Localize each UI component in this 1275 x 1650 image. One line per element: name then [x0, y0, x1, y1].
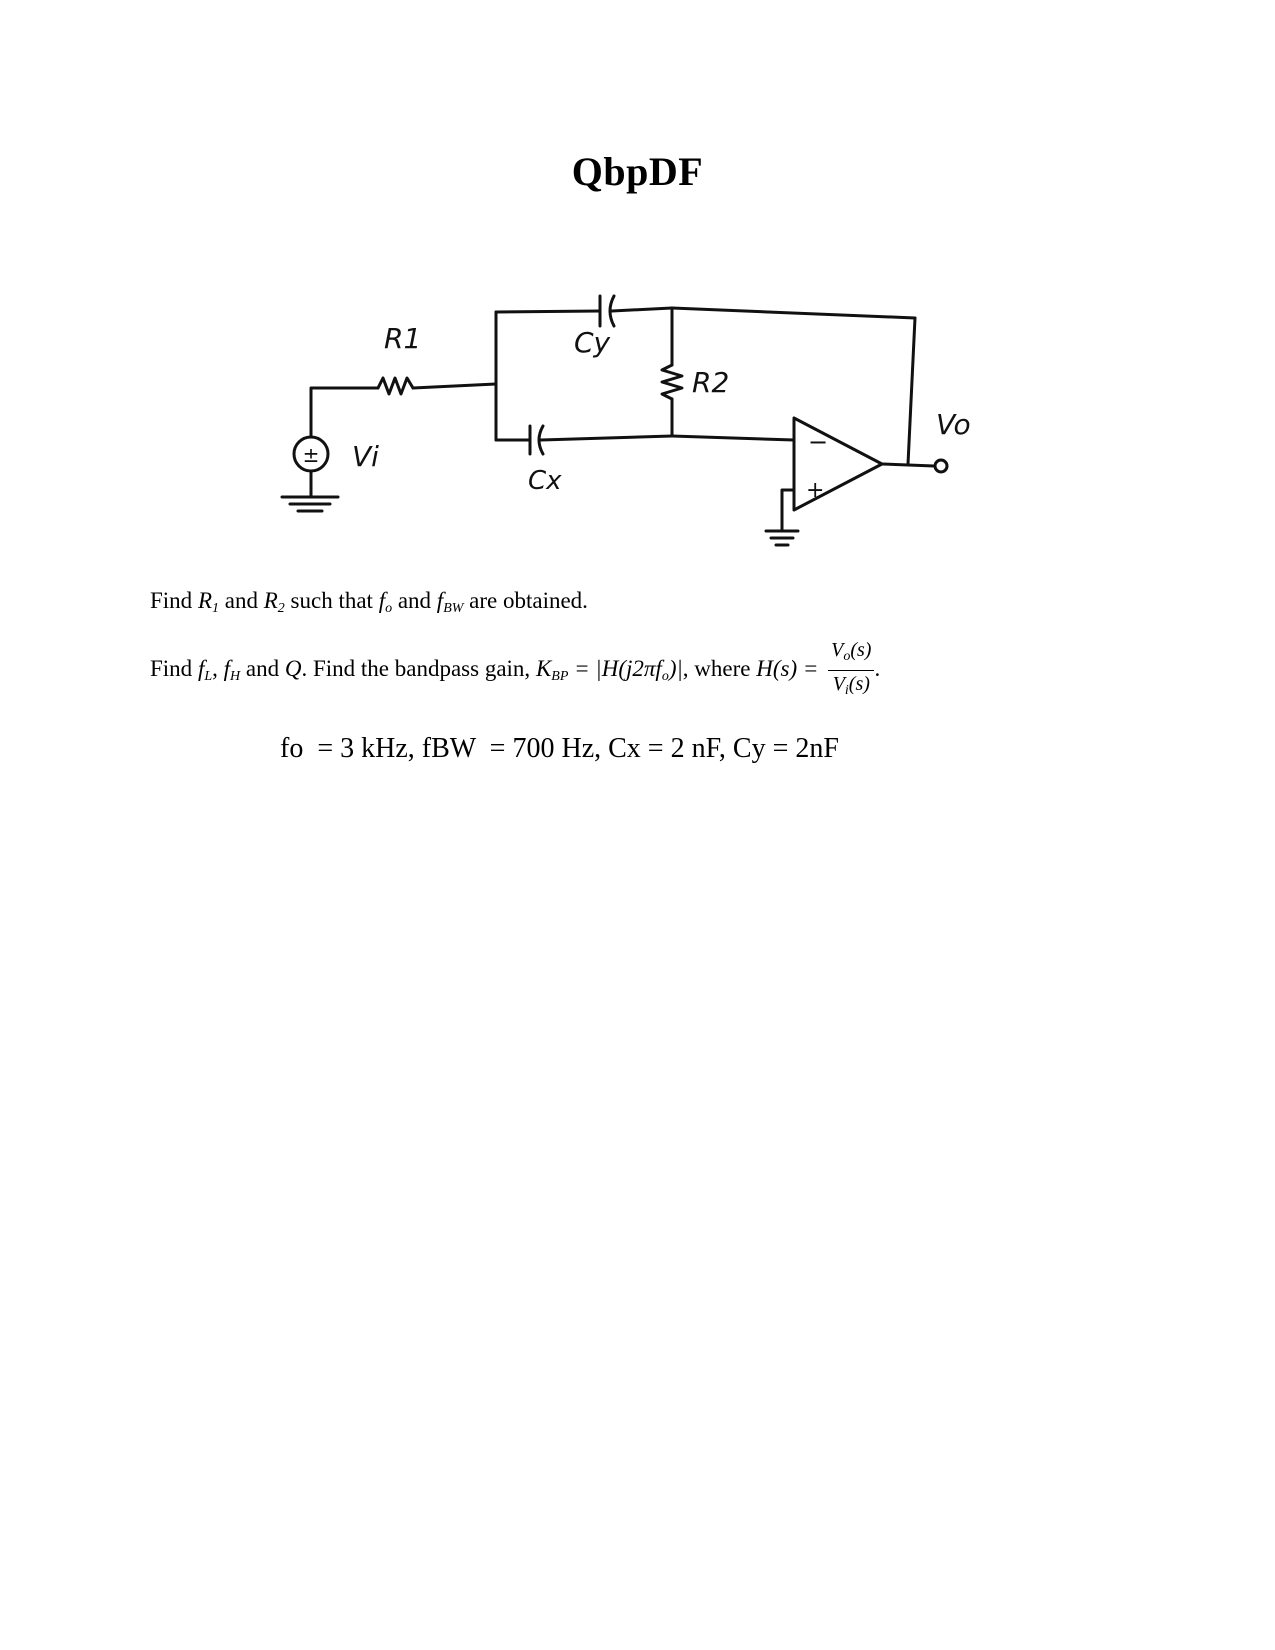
transfer-function-label: H(s) = [756, 655, 819, 681]
page-title: QbpDF [571, 149, 704, 194]
r2-resistor [662, 365, 682, 399]
given-values: fo = 3 kHz, fBW = 700 Hz, Cx = 2 nF, Cy = 2nF [280, 733, 839, 764]
fl-symbol: $f_L$ [197, 655, 213, 684]
output-terminal [935, 460, 947, 472]
wire-r1-node [413, 384, 496, 388]
vi-label: Vi [352, 440, 379, 473]
fo-symbol: $f_o$ [378, 588, 393, 616]
text: such that [290, 588, 373, 613]
text: Find [150, 588, 193, 613]
r1-resistor [378, 378, 413, 394]
fraction-denominator: $V_i(s)$ [832, 673, 870, 698]
transfer-function-fraction [828, 637, 874, 704]
vo-label: Vo [936, 408, 971, 441]
text: . [874, 655, 881, 681]
circuit-diagram [0, 0, 1275, 600]
r2-label: R2 [692, 366, 730, 399]
problem-line-1 [150, 588, 588, 617]
fh-symbol: $f_H$ [223, 655, 241, 684]
text: and [224, 588, 258, 613]
r1-label: R1 [384, 322, 422, 355]
text: . Find the bandpass gain, [301, 655, 531, 681]
q-symbol: Q [284, 655, 302, 681]
voltage-source [294, 437, 328, 471]
kbp-symbol: $K_{BP}$ [535, 655, 569, 684]
fraction-numerator: $V_o(s)$ [828, 637, 874, 671]
opamp-plus-sign: + [806, 478, 825, 503]
cx-label: Cx [528, 466, 562, 496]
source-ground-symbol [282, 472, 338, 511]
r2-symbol: $R_2$ [263, 588, 285, 616]
text: and [397, 588, 432, 613]
opamp-ground-symbol [766, 531, 798, 545]
problem-line-2 [150, 637, 880, 704]
opamp-minus-sign: − [808, 428, 829, 456]
gain-expression: = $|H(j2\pi f_o)|$ [574, 655, 683, 684]
text: , where [682, 655, 751, 681]
text: are obtained. [469, 588, 588, 613]
text: Find [150, 655, 193, 681]
r1-symbol: $R_1$ [197, 588, 219, 616]
fbw-symbol: $f_{BW}$ [436, 588, 464, 616]
text: and [245, 655, 280, 681]
cy-label: Cy [574, 326, 611, 359]
wire-source-r1 [311, 388, 378, 437]
source-sign: ± [302, 443, 320, 467]
text: , [212, 655, 218, 681]
